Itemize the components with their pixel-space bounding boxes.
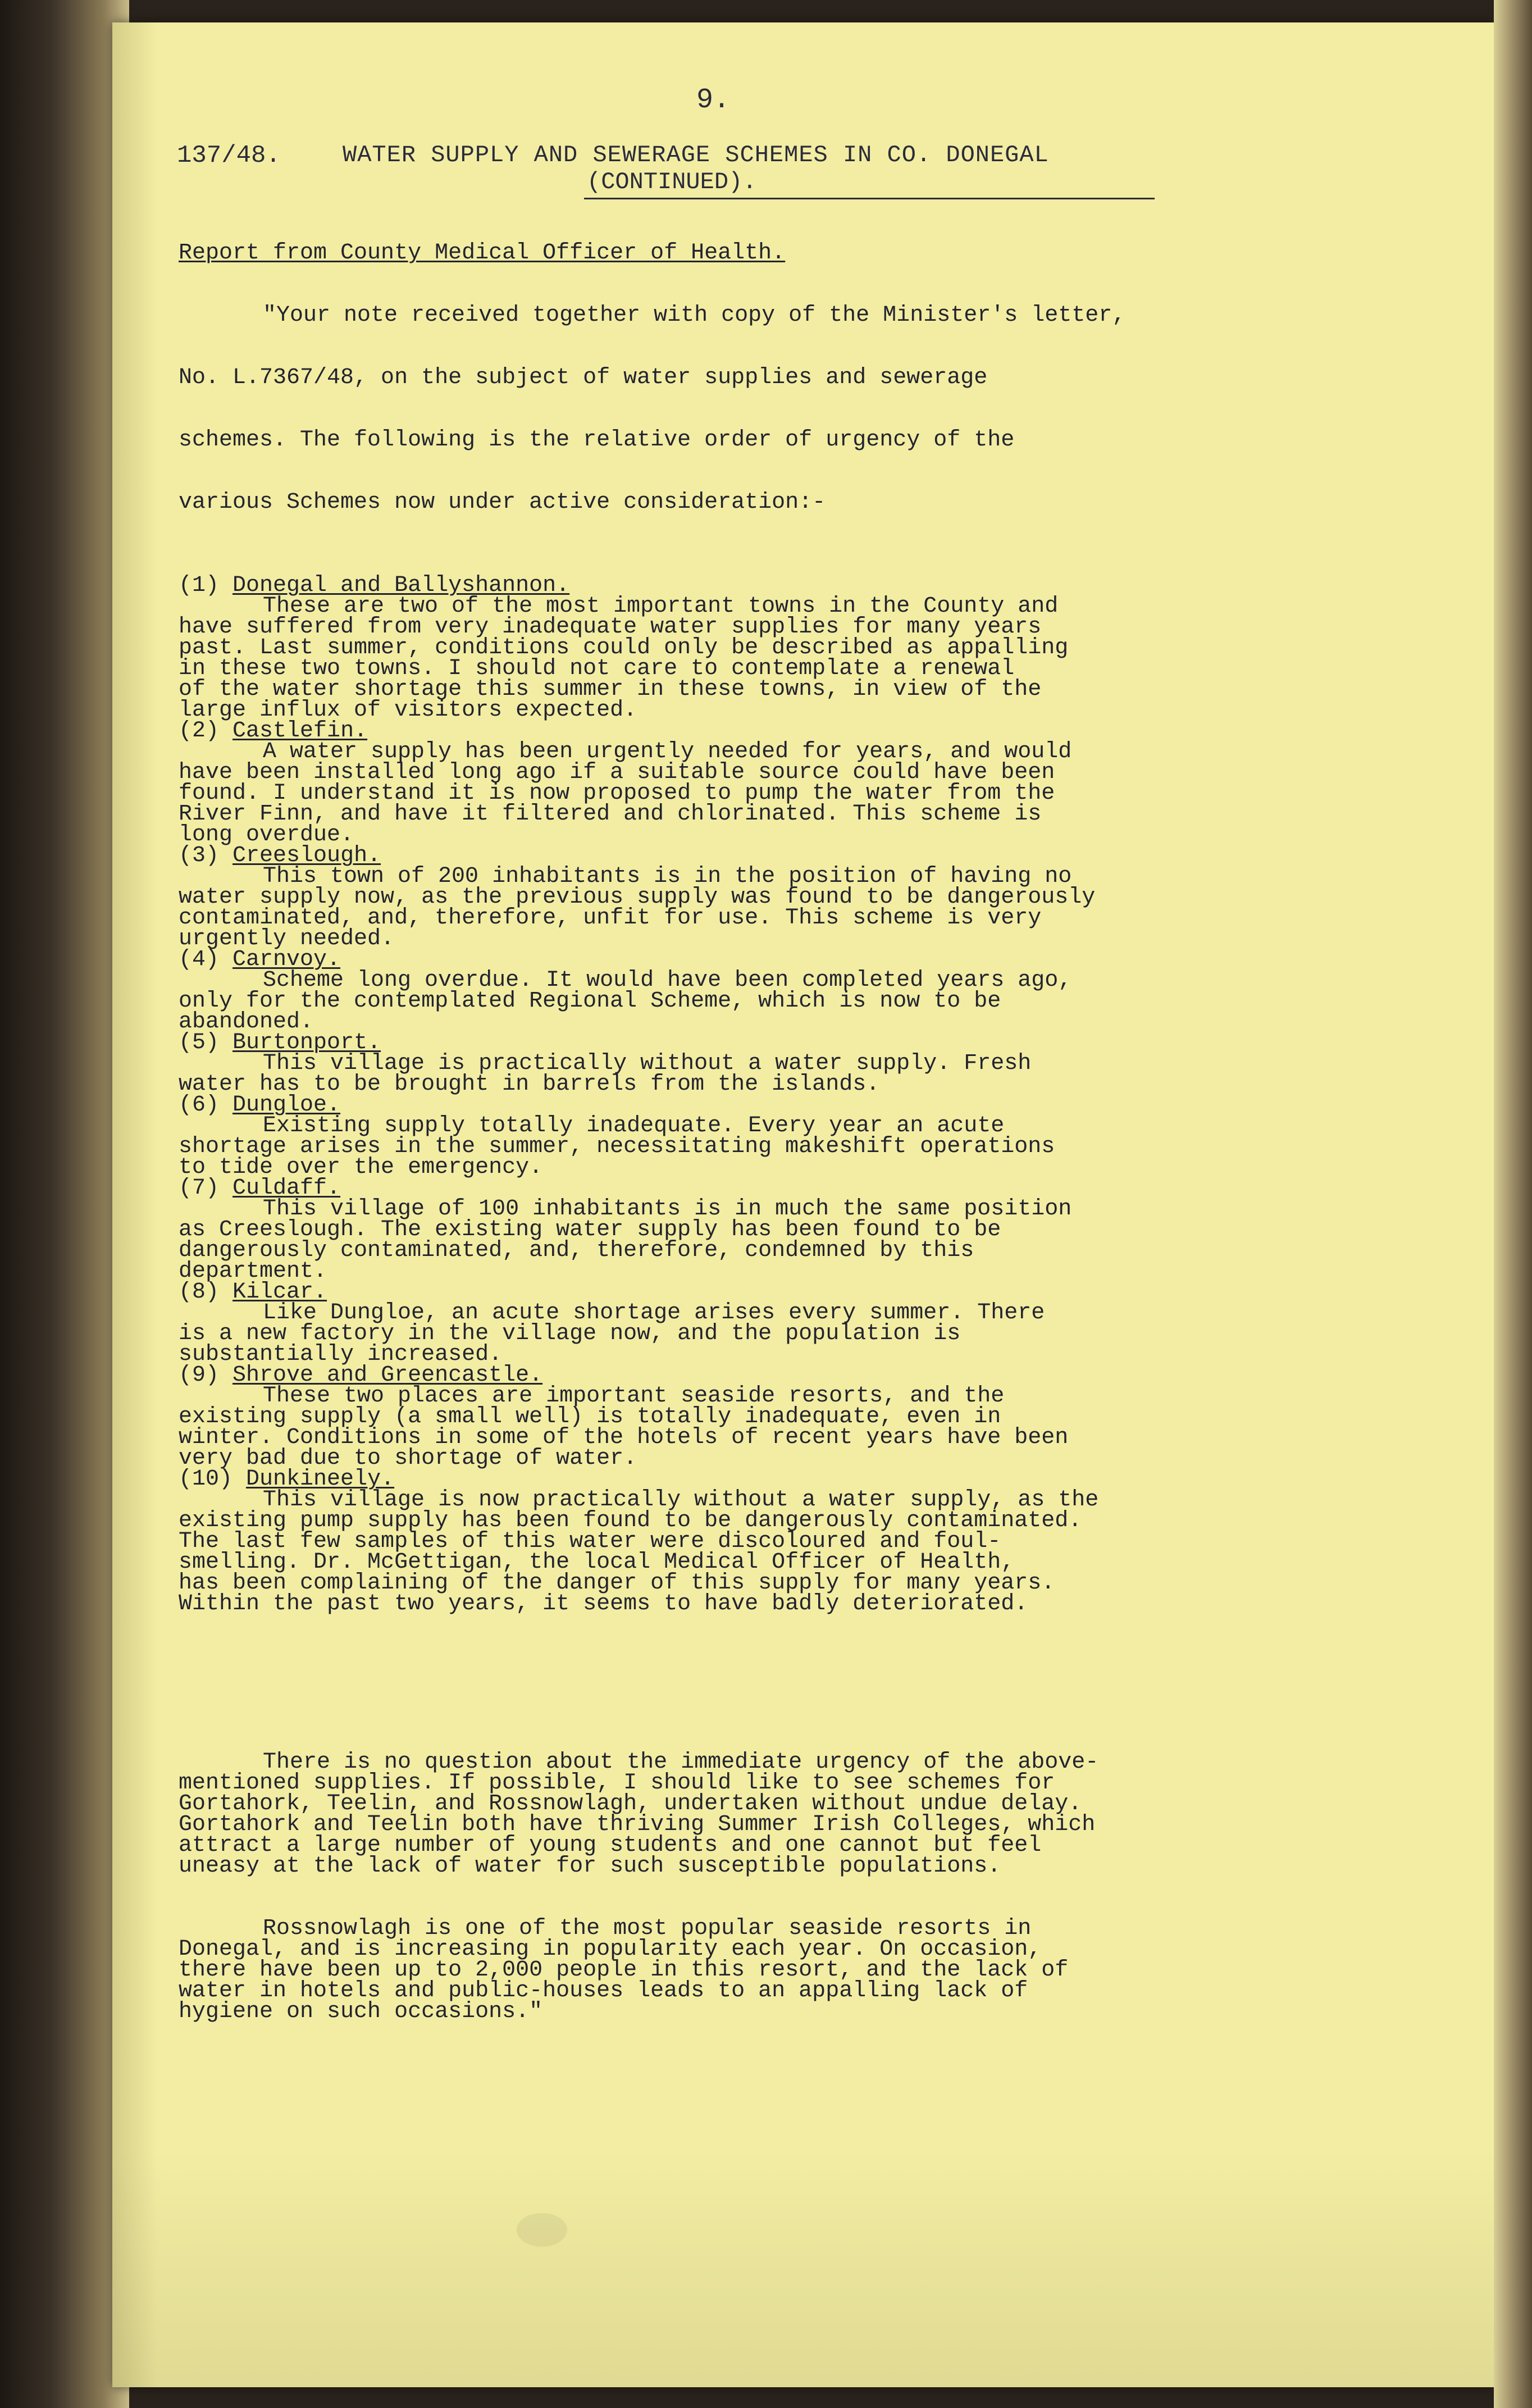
scheme-text-line: in these two towns. I should not care to contemplate a renewal — [179, 656, 1015, 681]
scheme-name: Culdaff. — [232, 1176, 341, 1201]
scheme-text-line: Like Dungloe, an acute shortage arises every summer. There — [263, 1300, 1045, 1326]
scheme-text-line: existing pump supply has been found to be dangerously contaminated. — [179, 1508, 1082, 1533]
scheme-text-line: water supply now, as the previous supply was found to be dangerously — [179, 885, 1096, 910]
title-underline — [584, 198, 1155, 199]
scheme-heading — [179, 575, 1386, 596]
scheme-number: (5) — [179, 1030, 220, 1055]
scheme-name: Shrove and Greencastle. — [232, 1363, 543, 1388]
scheme-text-line: have been installed long ago if a suitable source could have been — [179, 760, 1055, 785]
scheme-text-line: is a new factory in the village now, and the population is — [179, 1321, 961, 1346]
scheme-number: (7) — [179, 1176, 220, 1201]
closing-text-line: there have been up to 2,000 people in this resort, and the lack of — [179, 1958, 1069, 1983]
scheme-heading — [179, 1469, 1386, 1490]
scheme-number: (9) — [179, 1363, 220, 1388]
scheme-heading — [179, 1095, 1386, 1116]
document-body — [179, 201, 1386, 2043]
closing-text-line: Gortahork, Teelin, and Rossnowlagh, undertaken without undue delay. — [179, 1791, 1082, 1817]
scheme-text-line: Scheme long overdue. It would have been completed years ago, — [263, 968, 1072, 993]
scheme-name: Donegal and Ballyshannon. — [232, 573, 570, 598]
scheme-text-line: past. Last summer, conditions could only be described as appalling — [179, 635, 1069, 661]
scheme-text-line: These two places are important seaside resorts, and the — [263, 1383, 1005, 1409]
scheme-heading — [179, 1365, 1386, 1386]
intro-line: schemes. The following is the relative order of urgency of the — [179, 427, 1015, 453]
closing-text-line: Donegal, and is increasing in popularity each year. On occasion, — [179, 1937, 1042, 1962]
document-subtitle: (CONTINUED). — [587, 169, 757, 195]
scheme-text-line: found. I understand it is now proposed to pump the water from the — [179, 781, 1055, 806]
scheme-text-line: smelling. Dr. McGettigan, the local Medical Officer of Health, — [179, 1550, 1015, 1575]
scheme-text-line: has been complaining of the danger of this supply for many years. — [179, 1571, 1055, 1596]
closing-text-line: uneasy at the lack of water for such susceptible populations. — [179, 1854, 1001, 1879]
scheme-text-line: shortage arises in the summer, necessitating makeshift operations — [179, 1134, 1055, 1159]
scheme-text-line: as Creeslough. The existing water supply has been found to be — [179, 1217, 1001, 1242]
paper-stain — [517, 2213, 567, 2247]
scheme-text-line: substantially increased. — [179, 1342, 503, 1367]
scheme-heading — [179, 1178, 1386, 1199]
scheme-name: Castlefin. — [232, 718, 368, 744]
scheme-text-line: This village is practically without a water supply. Fresh — [263, 1051, 1032, 1076]
schemes-list — [179, 573, 1386, 1617]
scheme-text-line: department. — [179, 1259, 327, 1284]
scheme-heading — [179, 1032, 1386, 1053]
page-edge — [1494, 0, 1532, 2408]
scheme-number: (6) — [179, 1093, 220, 1118]
book-spine — [0, 0, 129, 2408]
page-number: 9. — [696, 84, 731, 116]
scheme-heading — [179, 949, 1386, 970]
closing-text-line: Gortahork and Teelin both have thriving Summer Irish Colleges, which — [179, 1812, 1096, 1837]
scheme-text-line: This village is now practically without a water supply, as the — [263, 1487, 1099, 1513]
scheme-number: (8) — [179, 1280, 220, 1305]
scheme-text-line: existing supply (a small well) is totally inadequate, even in — [179, 1404, 1001, 1430]
scheme-heading — [179, 718, 1386, 744]
scheme-text-line: Existing supply totally inadequate. Every year an acute — [263, 1113, 1005, 1139]
scheme-text-line: abandoned. — [179, 1009, 314, 1035]
scheme-text-line: contaminated, and, therefore, unfit for use. This scheme is very — [179, 905, 1042, 931]
closing-paragraph-2 — [179, 1918, 1386, 2022]
scheme-text-line: This village of 100 inhabitants is in much the same position — [263, 1196, 1072, 1222]
scheme-text-line: A water supply has been urgently needed for years, and would — [263, 739, 1072, 764]
scheme-text-line: of the water shortage this summer in these towns, in view of the — [179, 677, 1042, 702]
document-reference: 137/48. — [177, 142, 281, 170]
scheme-number: (4) — [179, 947, 220, 972]
document-title: WATER SUPPLY AND SEWERAGE SCHEMES IN CO. DONEGAL — [343, 142, 1049, 169]
scheme-text-line: to tide over the emergency. — [179, 1155, 543, 1180]
closing-paragraph-1 — [179, 1752, 1386, 1877]
scheme-number: (3) — [179, 843, 220, 868]
closing-text-line: water in hotels and public-houses leads to an appalling lack of — [179, 1978, 1028, 2004]
scheme-name: Carnvoy. — [232, 947, 341, 972]
scheme-text-line: Within the past two years, it seems to have badly deteriorated. — [179, 1591, 1028, 1617]
scheme-text-line: urgently needed. — [179, 926, 395, 952]
closing-text-line: attract a large number of young students and one cannot but feel — [179, 1833, 1042, 1858]
scheme-name: Creeslough. — [232, 843, 381, 868]
closing-text-line: Rossnowlagh is one of the most popular seaside resorts in — [263, 1916, 1032, 1941]
closing-text-line: mentioned supplies. If possible, I should like to see schemes for — [179, 1770, 1055, 1796]
scheme-text-line: River Finn, and have it filtered and chlorinated. This scheme is — [179, 802, 1042, 827]
report-heading: Report from County Medical Officer of Health. — [179, 240, 786, 266]
scheme-text-line: long overdue. — [179, 822, 354, 848]
intro-line: No. L.7367/48, on the subject of water supplies and sewerage — [179, 365, 988, 390]
intro-line: "Your note received together with copy of the Minister's letter, — [263, 303, 1126, 328]
scheme-text-line: only for the contemplated Regional Scheme, which is now to be — [179, 989, 1001, 1014]
scheme-text-line: These are two of the most important towns in the County and — [263, 594, 1059, 619]
scheme-text-line: water has to be brought in barrels from the islands. — [179, 1072, 880, 1097]
scheme-heading — [179, 845, 1386, 866]
scheme-text-line: winter. Conditions in some of the hotels of recent years have been — [179, 1425, 1069, 1450]
scheme-number: (2) — [179, 718, 220, 744]
scheme-text-line: The last few samples of this water were discoloured and foul- — [179, 1529, 1001, 1554]
scheme-text-line: This town of 200 inhabitants is in the position of having no — [263, 864, 1072, 889]
scheme-text-line: very bad due to shortage of water. — [179, 1446, 637, 1471]
scheme-name: Dunkineely. — [246, 1467, 395, 1492]
scheme-text-line: large influx of visitors expected. — [179, 698, 637, 723]
closing-text-line: hygiene on such occasions." — [179, 1999, 543, 2024]
scheme-number: (1) — [179, 573, 220, 598]
scheme-name: Burtonport. — [232, 1030, 381, 1055]
scheme-name: Dungloe. — [232, 1093, 341, 1118]
intro-line: various Schemes now under active consideration:- — [179, 490, 826, 515]
scheme-heading — [179, 1282, 1386, 1303]
scheme-number: (10) — [179, 1467, 233, 1492]
closing-text-line: There is no question about the immediate urgency of the above- — [263, 1750, 1099, 1775]
scheme-text-line: have suffered from very inadequate water supplies for many years — [179, 614, 1042, 640]
scheme-name: Kilcar. — [232, 1280, 327, 1305]
scheme-text-line: dangerously contaminated, and, therefore, condemned by this — [179, 1238, 974, 1263]
